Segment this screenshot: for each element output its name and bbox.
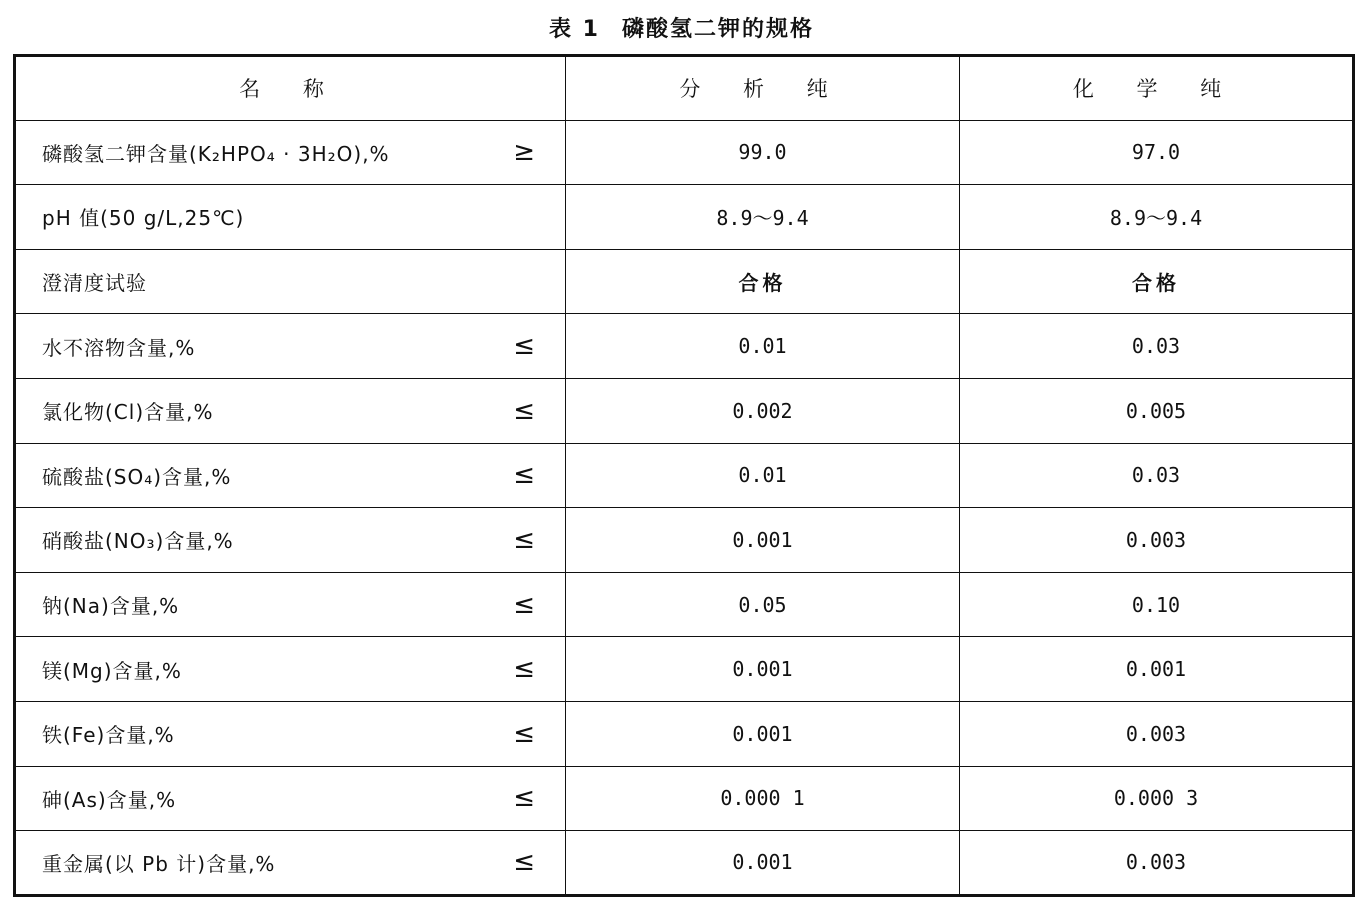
chemical-grade-value: 97.0	[960, 120, 1354, 185]
item-name-cell	[15, 249, 566, 314]
table-row	[15, 185, 1354, 250]
table-row	[15, 831, 1354, 896]
analytical-grade-value: 8.9～9.4	[566, 185, 960, 250]
analytical-grade-value: 0.001	[566, 508, 960, 573]
item-name: 氯化物(Cl)含量,%	[42, 400, 214, 425]
item-name-cell	[15, 443, 566, 508]
chemical-grade-value: 0.03	[960, 443, 1354, 508]
limit-operator: ≤	[513, 847, 535, 878]
item-name-cell	[15, 701, 566, 766]
chemical-grade-value: 0.003	[960, 701, 1354, 766]
item-name-cell	[15, 508, 566, 573]
limit-operator: ≤	[513, 654, 535, 685]
item-name-cell	[15, 120, 566, 185]
chemical-grade-value: 0.10	[960, 572, 1354, 637]
header-name: 名 称	[15, 56, 566, 121]
analytical-grade-value: 0.001	[566, 701, 960, 766]
analytical-grade-value: 0.001	[566, 831, 960, 896]
chemical-grade-value: 8.9～9.4	[960, 185, 1354, 250]
limit-operator: ≤	[513, 783, 535, 814]
table-row	[15, 120, 1354, 185]
table-row	[15, 701, 1354, 766]
table-row	[15, 766, 1354, 831]
analytical-grade-value: 0.01	[566, 443, 960, 508]
analytical-grade-value: 0.01	[566, 314, 960, 379]
item-name-cell	[15, 314, 566, 379]
item-name: 水不溶物含量,%	[42, 335, 196, 360]
limit-operator: ≤	[513, 331, 535, 362]
limit-operator: ≤	[513, 589, 535, 620]
table-row	[15, 378, 1354, 443]
table-number: 表 1	[549, 17, 600, 42]
item-name: 硫酸盐(SO₄)含量,%	[42, 464, 232, 489]
chemical-grade-value: 0.001	[960, 637, 1354, 702]
limit-operator: ≤	[513, 524, 535, 555]
table-row	[15, 249, 1354, 314]
item-name: 镁(Mg)含量,%	[42, 658, 182, 683]
item-name: 磷酸氢二钾含量(K₂HPO₄ · 3H₂O),%	[42, 141, 390, 166]
chemical-grade-value: 0.03	[960, 314, 1354, 379]
chemical-grade-value: 0.000 3	[960, 766, 1354, 831]
limit-operator: ≤	[513, 460, 535, 491]
chemical-grade-value: 合格	[960, 249, 1354, 314]
table-body	[15, 120, 1354, 895]
item-name-cell	[15, 185, 566, 250]
header-analytical-grade: 分 析 纯	[566, 56, 960, 121]
analytical-grade-value: 0.000 1	[566, 766, 960, 831]
item-name-cell	[15, 572, 566, 637]
limit-operator: ≤	[513, 395, 535, 426]
item-name: 澄清度试验	[42, 271, 147, 296]
table-row	[15, 314, 1354, 379]
header-row	[15, 56, 1354, 121]
item-name-cell	[15, 637, 566, 702]
chemical-grade-value: 0.003	[960, 508, 1354, 573]
analytical-grade-value: 0.001	[566, 637, 960, 702]
analytical-grade-value: 99.0	[566, 120, 960, 185]
item-name-cell	[15, 831, 566, 896]
item-name: 铁(Fe)含量,%	[42, 723, 175, 748]
chemical-grade-value: 0.005	[960, 378, 1354, 443]
table-row	[15, 443, 1354, 508]
header-chemical-grade: 化 学 纯	[960, 56, 1354, 121]
table-caption	[0, 12, 1363, 43]
table-title: 磷酸氢二钾的规格	[621, 17, 814, 42]
item-name: 重金属(以 Pb 计)含量,%	[42, 851, 276, 876]
specification-table	[13, 54, 1355, 897]
table-row	[15, 508, 1354, 573]
item-name-cell	[15, 378, 566, 443]
chemical-grade-value: 0.003	[960, 831, 1354, 896]
analytical-grade-value: 0.002	[566, 378, 960, 443]
item-name-cell	[15, 766, 566, 831]
analytical-grade-value: 0.05	[566, 572, 960, 637]
table-row	[15, 572, 1354, 637]
analytical-grade-value: 合格	[566, 249, 960, 314]
item-name: 硝酸盐(NO₃)含量,%	[42, 529, 234, 554]
item-name: 钠(Na)含量,%	[42, 594, 180, 619]
item-name: pH 值(50 g/L,25℃)	[42, 206, 245, 231]
limit-operator: ≤	[513, 718, 535, 749]
table-row	[15, 637, 1354, 702]
item-name: 砷(As)含量,%	[42, 787, 177, 812]
limit-operator: ≥	[513, 137, 535, 168]
